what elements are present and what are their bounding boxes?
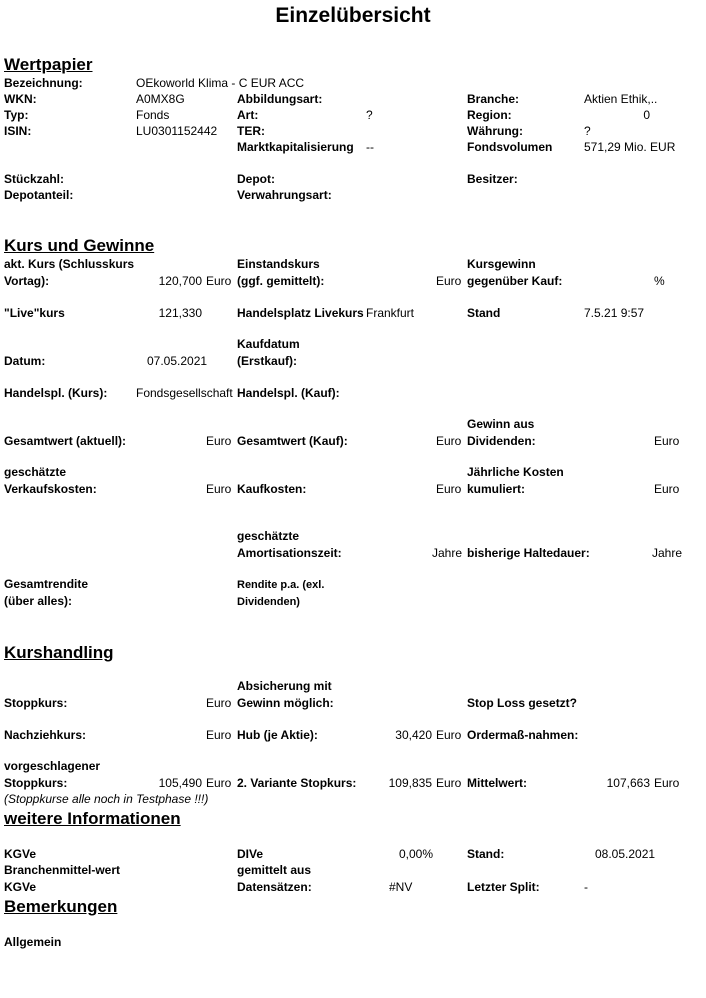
marktkapitalisierung-value: -- (366, 140, 374, 154)
einstandskurs-label-line1: Einstandskurs (237, 257, 320, 271)
stand-value: 7.5.21 9:57 (584, 306, 645, 320)
akt-kurs-label-line2: Vortag): (4, 274, 50, 288)
section-heading-weitere-informationen: weitere Informationen (4, 809, 181, 828)
gewinn-dividenden-label-line2: Dividenden: (467, 434, 536, 448)
region-value: 0 (643, 108, 650, 122)
stoppkurs-unit: Euro (206, 696, 232, 710)
gewinn-dividenden-unit: Euro (654, 434, 680, 448)
amortisationszeit-unit: Jahre (432, 546, 463, 560)
mittelwert-value: 107,663 (606, 776, 650, 790)
kaufkosten-label: Kaufkosten: (237, 482, 307, 496)
rendite-pa-label-line1: Rendite p.a. (exl. (237, 579, 325, 591)
typ-value: Fonds (136, 108, 170, 122)
datum-value: 07.05.2021 (147, 354, 208, 368)
kaufkosten-unit: Euro (436, 482, 462, 496)
nachziehkurs-unit: Euro (206, 728, 232, 742)
handelsplatz-livekurs-label: Handelsplatz Livekurs (237, 306, 364, 320)
handelsplatz-livekurs-value: Frankfurt (366, 306, 415, 320)
mittelwert-unit: Euro (654, 776, 680, 790)
gemittelt-aus-label-line2: Datensätzen: (237, 880, 312, 894)
verkaufskosten-label-line1: geschätzte (4, 465, 67, 479)
gemittelt-aus-value: #NV (389, 880, 413, 894)
absicherung-label-line1: Absicherung mit (237, 679, 332, 693)
gesamtrendite-label-line2: (über alles): (4, 594, 73, 608)
fondsvolumen-label: Fondsvolumen (467, 140, 553, 154)
kursgewinn-label-line1: Kursgewinn (467, 257, 536, 271)
kaufdatum-label-line1: Kaufdatum (237, 337, 300, 351)
ordermassnahmen-label: Ordermaß-nahmen: (467, 728, 579, 742)
depot-label: Depot: (237, 172, 275, 186)
section-heading-kurshandling: Kurshandling (4, 643, 114, 662)
haltedauer-unit: Jahre (652, 546, 683, 560)
depotanteil-label: Depotanteil: (4, 188, 74, 202)
akt-kurs-value: 120,700 (158, 274, 202, 288)
wkn-value: A0MX8G (136, 92, 185, 106)
bezeichnung-value: OEkoworld Klima - C EUR ACC (136, 76, 305, 90)
letzter-split-label: Letzter Split: (467, 880, 540, 894)
kaufdatum-label-line2: (Erstkauf): (237, 354, 298, 368)
fondsvolumen-value: 571,29 Mio. EUR (584, 140, 676, 154)
gemittelt-aus-label-line1: gemittelt aus (237, 863, 312, 877)
letzter-split-value: - (584, 880, 588, 894)
datum-label: Datum: (4, 354, 46, 368)
verwahrungsart-label: Verwahrungsart: (237, 188, 332, 202)
art-value: ? (366, 108, 373, 122)
wkn-label: WKN: (4, 92, 37, 106)
bezeichnung-label: Bezeichnung: (4, 76, 83, 90)
branche-label: Branche: (467, 92, 520, 106)
art-label: Art: (237, 108, 259, 122)
section-heading-wertpapier: Wertpapier (4, 55, 93, 74)
allgemein-label: Allgemein (4, 935, 62, 949)
kursgewinn-label-line2: gegenüber Kauf: (467, 274, 563, 288)
waehrung-value: ? (584, 124, 591, 138)
stop-loss-label: Stop Loss gesetzt? (467, 696, 578, 710)
section-heading-bemerkungen: Bemerkungen (4, 897, 118, 916)
mittelwert-label: Mittelwert: (467, 776, 527, 790)
absicherung-label-line2: Gewinn möglich: (237, 696, 334, 710)
jaehrliche-kosten-unit: Euro (654, 482, 680, 496)
section-heading-kurs-und-gewinne: Kurs und Gewinne (4, 236, 155, 255)
waehrung-label: Währung: (467, 124, 523, 138)
ter-label: TER: (237, 124, 265, 138)
variante2-stopkurs-value: 109,835 (388, 776, 432, 790)
isin-label: ISIN: (4, 124, 32, 138)
verkaufskosten-unit: Euro (206, 482, 232, 496)
nachziehkurs-label: Nachziehkurs: (4, 728, 87, 742)
handelspl-kurs-label: Handelspl. (Kurs): (4, 386, 108, 400)
vorgeschlagener-stoppkurs-label-line1: vorgeschlagener (4, 759, 101, 773)
page-title: Einzelübersicht (275, 4, 431, 27)
gesamtwert-aktuell-unit: Euro (206, 434, 232, 448)
hub-value: 30,420 (395, 728, 432, 742)
typ-label: Typ: (4, 108, 29, 122)
livekurs-value: 121,330 (158, 306, 202, 320)
vorgeschlagener-stoppkurs-label-line2: Stoppkurs: (4, 776, 68, 790)
akt-kurs-label-line1: akt. Kurs (Schlusskurs (4, 257, 135, 271)
branche-value: Aktien Ethik,.. (584, 92, 658, 106)
jaehrliche-kosten-label-line1: Jährliche Kosten (467, 465, 564, 479)
gewinn-dividenden-label-line1: Gewinn aus (467, 417, 535, 431)
stoppkurs-label: Stoppkurs: (4, 696, 68, 710)
branchenmittelwert-label-line2: KGVe (4, 880, 37, 894)
amortisationszeit-label-line2: Amortisationszeit: (237, 546, 342, 560)
gesamtwert-kauf-unit: Euro (436, 434, 462, 448)
variante2-stopkurs-unit: Euro (436, 776, 462, 790)
handelspl-kurs-value: Fondsgesellschaft (136, 386, 233, 400)
kursgewinn-unit: % (654, 274, 665, 288)
einstandskurs-unit: Euro (436, 274, 462, 288)
hub-label: Hub (je Aktie): (237, 728, 318, 742)
stand-label: Stand (467, 306, 501, 320)
variante2-stopkurs-label: 2. Variante Stopkurs: (237, 776, 357, 790)
stueckzahl-label: Stückzahl: (4, 172, 65, 186)
dive-label: DIVe (237, 847, 264, 861)
stoppkurse-testphase-note: (Stoppkurse alle noch in Testphase !!!) (4, 792, 209, 806)
haltedauer-label: bisherige Haltedauer: (467, 546, 590, 560)
abbildungsart-label: Abbildungsart: (237, 92, 323, 106)
dive-value: 0,00% (399, 847, 434, 861)
gesamtwert-kauf-label: Gesamtwert (Kauf): (237, 434, 348, 448)
marktkapitalisierung-label: Marktkapitalisierung (237, 140, 354, 154)
verkaufskosten-label-line2: Verkaufskosten: (4, 482, 97, 496)
einstandskurs-label-line2: (ggf. gemittelt): (237, 274, 325, 288)
amortisationszeit-label-line1: geschätzte (237, 529, 300, 543)
branchenmittelwert-label-line1: Branchenmittel-wert (4, 863, 121, 877)
jaehrliche-kosten-label-line2: kumuliert: (467, 482, 526, 496)
isin-value: LU0301152442 (136, 124, 218, 138)
gesamtrendite-label-line1: Gesamtrendite (4, 577, 89, 591)
livekurs-label: "Live"kurs (4, 306, 65, 320)
handelspl-kauf-label: Handelspl. (Kauf): (237, 386, 340, 400)
hub-unit: Euro (436, 728, 462, 742)
rendite-pa-label-line2: Dividenden) (237, 596, 300, 608)
kgve-label: KGVe (4, 847, 37, 861)
weitere-stand-value: 08.05.2021 (595, 847, 656, 861)
region-label: Region: (467, 108, 512, 122)
vorgeschlagener-stoppkurs-unit: Euro (206, 776, 232, 790)
akt-kurs-unit: Euro (206, 274, 232, 288)
vorgeschlagener-stoppkurs-value: 105,490 (158, 776, 202, 790)
gesamtwert-aktuell-label: Gesamtwert (aktuell): (4, 434, 127, 448)
weitere-stand-label: Stand: (467, 847, 505, 861)
besitzer-label: Besitzer: (467, 172, 518, 186)
